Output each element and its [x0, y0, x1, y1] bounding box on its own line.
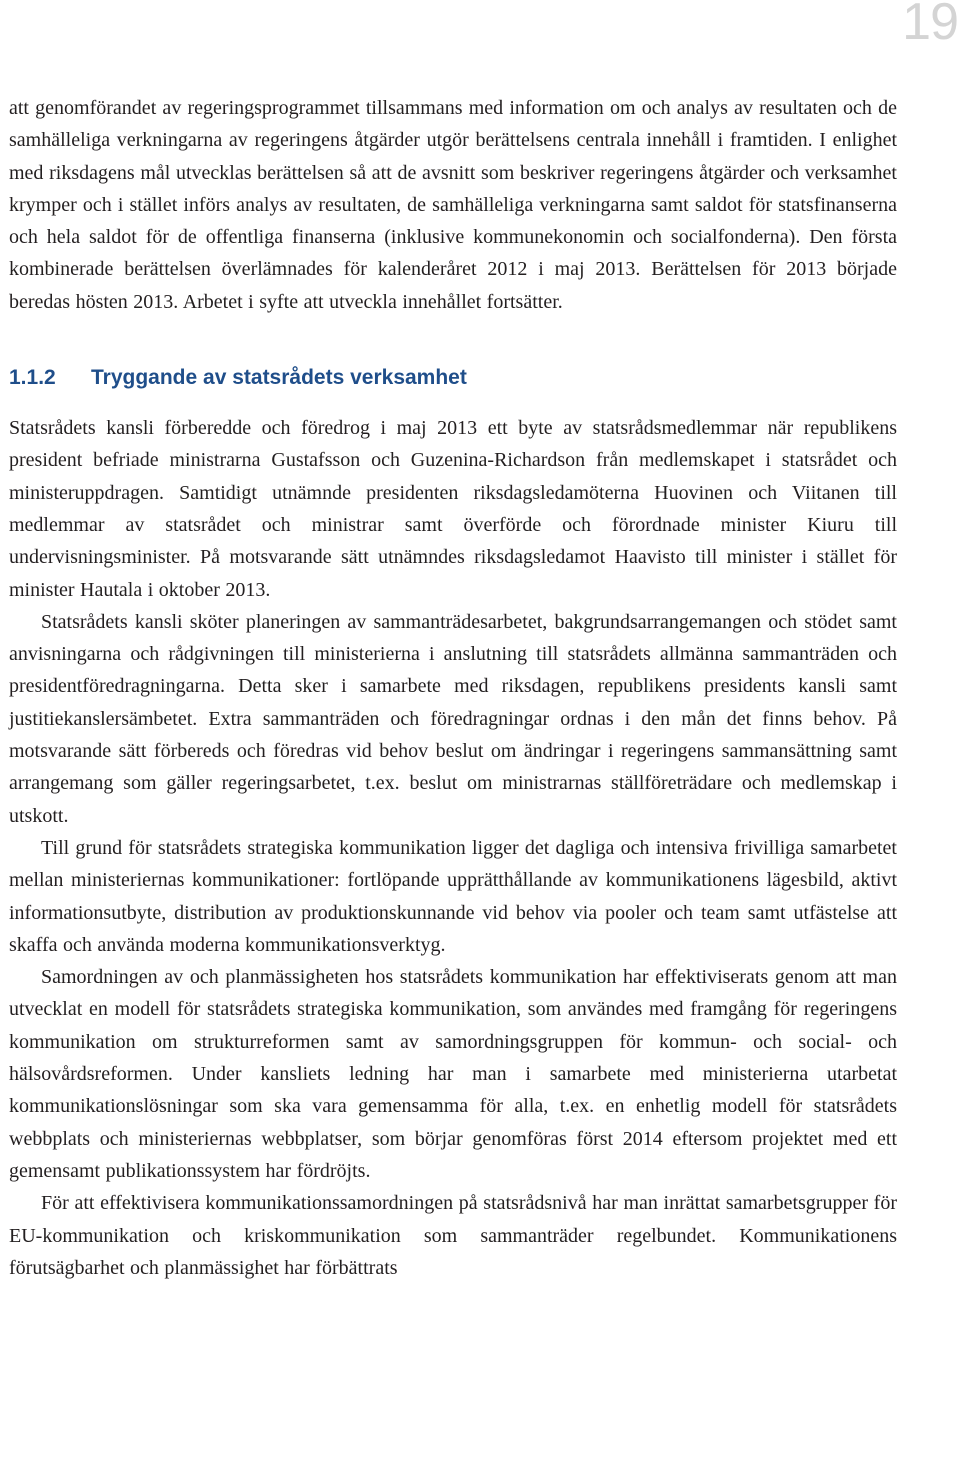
section-number: 1.1.2: [9, 366, 56, 390]
body-paragraph-2: Statsrådets kansli sköter planeringen av sammanträdesarbetet, bakgrundsarrangemangen och stödet samt anvisningarna och rådgivningen till ministerierna i anslutning till statsrådets allmänna sammanträden och presidentföredragningarna. Detta sker i samarbete med riksdagen, republikens presidents kansli samt justitiekanslersämbetet. Extra sammanträden och föredragningar ordnas i den mån det finns behov. På motsvarande sätt förbereds och föredras vid behov beslut om ändringar i regeringens sammansättning samt arrangemang som gäller regeringsarbetet, t.ex. beslut om ministrarnas ställföreträdare och medlemskap i utskott.: [9, 610, 897, 827]
intro-paragraph: att genomförandet av regeringsprogrammet tillsammans med information om och analys av resultaten och de samhälleliga verkningarna av regeringens åtgärder utgör berättelsens centrala innehåll i framtiden. I enlighet med riksdagens mål utvecklas berättelsen så att de avsnitt som beskriver regeringens åtgärder och verksamhet krymper och i stället införs analys av resultaten, de samhälleliga verkningarna samt saldot för statsfinanserna och hela saldot för de offentliga finanserna (inklusive kommunekonomin och socialfonderna). Den första kombinerade berättelsen överlämnades för kalenderåret 2012 i maj 2013. Berättelsen för 2013 började beredas hösten 2013. Arbetet i syfte att utveckla innehållet fortsätter.: [9, 97, 897, 313]
body-paragraph-1: Statsrådets kansli förberedde och föredrog i maj 2013 ett byte av statsrådsmedlemmar när republikens president befriade ministrarna Gustafsson och Guzenina-Richardson från medlemskapet i statsrådet och ministeruppdragen. Samtidigt utnämnde presidenten riksdagsledamöterna Huovinen och Viitanen till medlemmar av statsrådet och ministrar samt överförde och förordnade minister Kiuru till undervisningsminister. På motsvarande sätt utnämndes riksdagsledamot Haavisto till minister i stället för minister Hautala i oktober 2013.: [9, 417, 897, 601]
body-paragraph-5: För att effektivisera kommunikationssamordningen på statsrådsnivå har man inrättat samarbetsgrupper för EU-kommunikation och kriskommunikation som sammanträder regelbundet. Kommunikationens förutsägbarhet och planmässighet har förbättrats: [9, 1192, 897, 1279]
page-number: 19: [902, 0, 958, 51]
body-paragraph-4: Samordningen av och planmässigheten hos statsrådets kommunikation har effektiviserats genom att man utvecklat en modell för statsrådets strategiska kommunikation, som användes med framgång för regeringens kommunikation om strukturreformen samt av samordningsgruppen för kommun- och social- och hälsovårdsreformen. Under kansliets ledning har man i samarbete med ministerierna utarbetat kommunikationslösningar som ska vara gemensamma för alla, t.ex. en enhetlig modell för statsrådets webbplats och ministeriernas webbplatser, som börjar genomföras först 2014 eftersom projektet med ett gemensamt publikationssystem har fördröjts.: [9, 966, 897, 1182]
page-content: [9, 92, 897, 1284]
section-title: Tryggande av statsrådets verksamhet: [91, 366, 467, 390]
body-paragraph-3: Till grund för statsrådets strategiska kommunikation ligger det dagliga och intensiva frivilliga samarbetet mellan ministeriernas kommunikationer: fortlöpande upprätthållande av kommunikationens lägesbild, aktivt informationsutbyte, distribution av produktionskunnande vid behov via pooler och team samt utfästelse att skaffa och använda moderna kommunikationsverktyg.: [9, 836, 897, 956]
section-heading: [9, 362, 897, 394]
